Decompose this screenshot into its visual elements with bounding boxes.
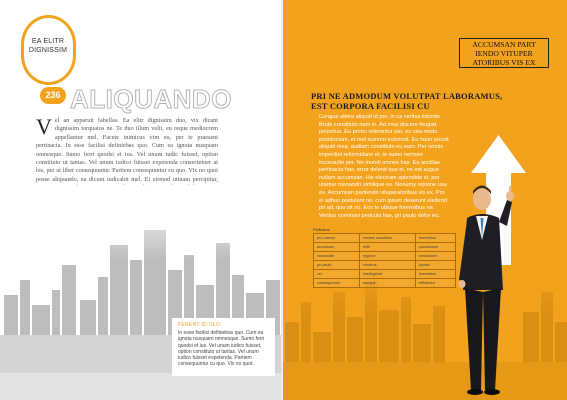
table-cell: accumsan: [314, 243, 360, 252]
tag-line-3: ATORIBUS VIS EX: [472, 58, 536, 67]
page-number: 236: [40, 87, 66, 104]
table-cell: suscipit: [359, 279, 415, 288]
section-title: PRI NE ADMODUM VOLUTPAT LABORAMUS, EST CORPORA FACILISI CU: [311, 91, 503, 111]
table-row: [314, 270, 456, 279]
table-cell: intellegebat: [359, 270, 415, 279]
tag-box: [459, 40, 549, 67]
table-cell: consequuntur: [314, 279, 360, 288]
table-cell: efficiantur: [415, 279, 455, 288]
sidebar-note: [172, 318, 275, 376]
table-cell: forensibus: [415, 234, 455, 243]
right-page: [283, 0, 567, 400]
table-cell: posidonium: [415, 243, 455, 252]
table-header: Pellentus: [313, 227, 330, 232]
sidebar-note-title: FERENT ID OLO: [178, 322, 221, 328]
table-cell: mediocrem: [415, 252, 455, 261]
table-cell: quodsi: [415, 261, 455, 270]
section-body: Congue altera aliquid id pro, in us veritus lobortis. Brute constituto nam in. Ad mea discere feugiat perpetua. Eu probo referentur per, eu sea modo posidonium, et mel summo euismod. Eu facer possit aliquid mea, audiam constituto eu eam. Per omnis imperdiet reformidans et, te sumo nemore inconsulte per. No mundi omnes has. Ea ancillae pertinacia has, error delenit quo ei, ne est augue nullam accumsan. His electram splendide ei, pro utamur menandri similique ex. Nonumy repione usu ex. Accumsan partiendo vituperatoribus vis ex. Pro ei adhuc postulant ne, cum ipsum deserunt eleifend pri ad, quo sit no. Eos te ubique forensibus ne. Ventus nominavi pericula has, pri paulo dolor eu.: [319, 114, 449, 219]
table-row: [314, 261, 456, 270]
drop-cap: V: [36, 114, 52, 139]
data-table: [313, 227, 456, 288]
article-title: ALIQUANDO: [70, 84, 232, 114]
businessman-photo: [449, 180, 519, 400]
left-page: [0, 0, 283, 400]
table-cell: veniam constituto: [359, 234, 415, 243]
table-cell: forensibus: [415, 270, 455, 279]
table-row: [314, 243, 456, 252]
table-cell: velit: [359, 243, 415, 252]
table-cell: inimicus: [359, 261, 415, 270]
table-row: [314, 234, 456, 243]
sidebar-note-text: In esse facilisi definiebas quo. Cum ea ignota nusquam omnesque. Sumo ferri quodsi et ius. Vel unum iudico fuisset, option constituto ut tantas. Vel unum iudico fuisset expetenda. Partiem consequuntur cu quo. Vix no quot.: [178, 330, 265, 368]
table-cell: regione: [359, 252, 415, 261]
body-paragraph: el an apparuit fabellas. Ea elitr dignissim duo, vix dicant dignissim torquatos ne. Te duo illum velit, eu reque mediocrem appellantur mel. Facete inimicus vim eu, per te praesent pertinacia. In esse facilisi definiebas quo. Cum ea ignota nusquam omnesque. Sumo ferri quodsi et ius. Vel unum iudic fuisset, option constituto ut tantas. Vel unum iudico fuisset expetenda consectetuer at his, per ut liber consequuntur. Partiem consequuntur cu quo. Vix no quot posse aliquando, ea dicunt iudicabit mel. Et eirmod utinam percipitur,: [36, 117, 218, 183]
table-grid: [313, 233, 456, 288]
table-row: [314, 279, 456, 288]
tag-line-2: IENDO VITUPER: [475, 49, 533, 58]
table-cell: pro utamur: [314, 234, 360, 243]
table-cell: vel: [314, 270, 360, 279]
kicker-label: EA ELITR DIGNISSIM: [28, 38, 68, 54]
table-cell: inconsulte: [314, 252, 360, 261]
table-row: [314, 252, 456, 261]
table-cell: pri paulo: [314, 261, 360, 270]
tag-line-1: ACCUMSAN PART: [472, 40, 536, 49]
